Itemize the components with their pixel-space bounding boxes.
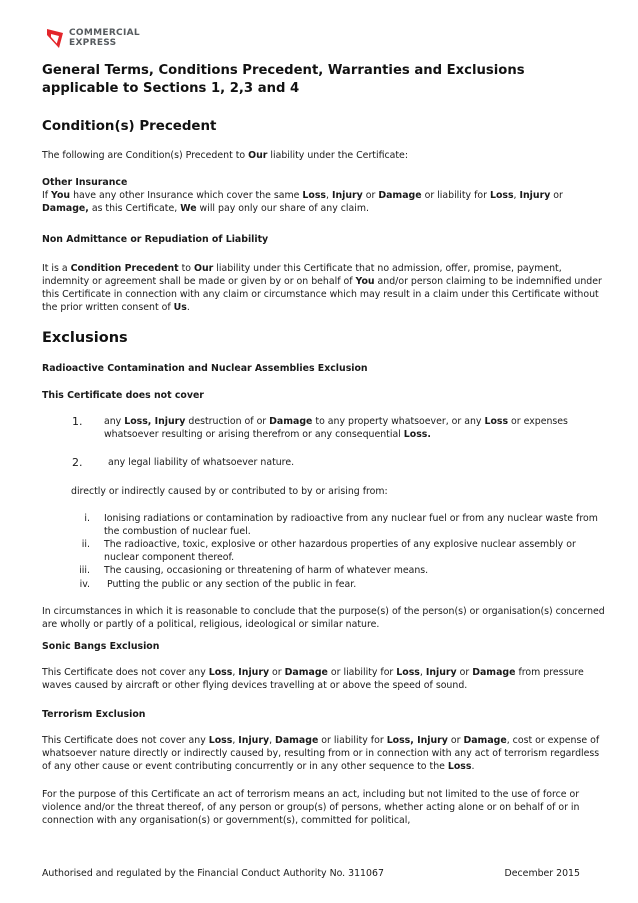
- conditions-heading: Condition(s) Precedent: [42, 119, 217, 134]
- logo-line-1: COMMERCIAL: [69, 28, 140, 38]
- roman-item-text: Putting the public or any section of the public in fear.: [107, 579, 357, 590]
- roman-item-text: Ionising radiations or contamination by radioactive from any nuclear fuel or from any nuclear waste from the combustion of nuclear fuel.: [104, 513, 598, 537]
- roman-number: ii.: [81, 539, 90, 550]
- terrorism-definition: For the purpose of this Certificate an act of terrorism means an act, including but not limited to the use of force or violence and/or the threat thereof, of any person or group(s) of persons, whether acting alone or on behalf of or in connection with any organisation(s) or government(s), committed for political,: [42, 789, 580, 826]
- roman-item-text: The causing, occasioning or threatening of harm of whatever means.: [104, 565, 429, 576]
- roman-number: i.: [84, 513, 90, 524]
- conditions-intro: The following are Condition(s) Precedent to Our liability under the Certificate:: [42, 150, 408, 161]
- caused-by-text: directly or indirectly caused by or contributed to by or arising from:: [71, 486, 388, 497]
- other-insurance-text: If You have any other Insurance which cover the same Loss, Injury or Damage or liability for Loss, Injury or Damage, as this Certificate, We will pay only our share of any claim.: [42, 190, 563, 214]
- roman-item-text: The radioactive, toxic, explosive or other hazardous properties of any explosive nuclear assembly or nuclear component thereof.: [104, 539, 576, 563]
- circumstances-text: In circumstances in which it is reasonable to conclude that the purpose(s) of the person(s) or organisation(s) concerned are wholly or partly of a political, religious, ideological or similar nature.: [42, 606, 605, 630]
- footer-date: December 2015: [504, 868, 580, 879]
- terrorism-text: This Certificate does not cover any Loss, Injury, Damage or liability for Loss, Injury or Damage, cost or expense of whatsoever nature directly or indirectly caused by, resulting from or in connection with any act of terrorism regardless of any other cause or event contributing concurrently or in any other sequence to the Loss.: [42, 735, 600, 772]
- footer-authorisation: Authorised and regulated by the Financial Conduct Authority No. 311067: [42, 868, 384, 879]
- non-admittance-heading: Non Admittance or Repudiation of Liability: [42, 234, 269, 245]
- terrorism-heading: Terrorism Exclusion: [42, 709, 146, 720]
- other-insurance-heading: Other Insurance: [42, 177, 128, 188]
- page-title: General Terms, Conditions Precedent, Warranties and Exclusions applicable to Sections 1, 2,3 and 4: [42, 63, 525, 96]
- radioactive-heading: Radioactive Contamination and Nuclear Assemblies Exclusion: [42, 363, 368, 374]
- exclusions-heading: Exclusions: [42, 330, 128, 346]
- roman-number: iv.: [79, 579, 90, 590]
- item-2-text: any legal liability of whatsoever nature.: [108, 457, 295, 468]
- logo-text: [69, 28, 140, 48]
- sonic-heading: Sonic Bangs Exclusion: [42, 641, 160, 652]
- sonic-text: This Certificate does not cover any Loss, Injury or Damage or liability for Loss, Injury or Damage from pressure waves caused by aircraft or other flying devices travelling at or above the speed of sound.: [42, 667, 584, 691]
- logo-mark-icon: [44, 27, 66, 51]
- non-admittance-text: It is a Condition Precedent to Our liability under this Certificate that no admission, offer, promise, payment, indemnity or agreement shall be made or given by or on behalf of You and/or person claiming to be indemnified under this Certificate in connection with any claim or circumstance which may result in a claim under this Certificate without the prior written consent of Us.: [42, 263, 602, 313]
- logo-line-2: EXPRESS: [69, 38, 117, 48]
- item-2-number: 2.: [72, 456, 83, 469]
- roman-number: iii.: [79, 565, 90, 576]
- item-1-number: 1.: [72, 415, 83, 428]
- item-1-text: any Loss, Injury destruction of or Damage to any property whatsoever, or any Loss or expenses whatsoever resulting or arising therefrom or any consequential Loss.: [104, 416, 568, 440]
- radioactive-subheading: This Certificate does not cover: [42, 390, 204, 401]
